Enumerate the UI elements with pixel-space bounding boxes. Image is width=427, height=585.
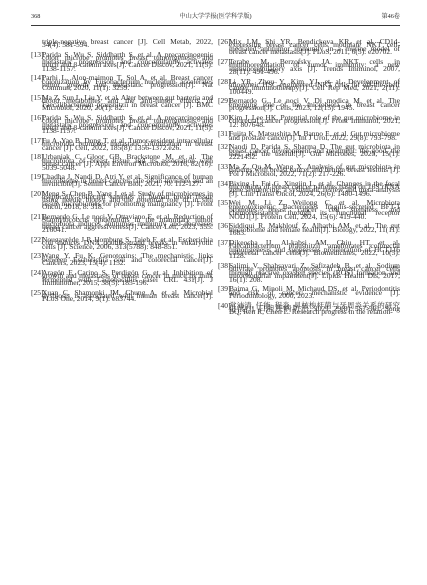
reference-entry <box>218 198 400 221</box>
reference-text: Dikeocha IJ, Al-kabsi AM, Chiu HT, et al. Faecalibacterium prausnitzii ameliorates colorectal tumorigenesis and suppresses proliferation of HCT116 colorectal cancer cells[J]. Biomedicines, 2022, 10(5): 1128. <box>229 237 400 261</box>
reference-entry <box>31 188 213 212</box>
reference-number: [40] <box>218 300 231 310</box>
reference-number: [35] <box>218 198 231 208</box>
reference-text: Ma Z, Sun L, Liu Y, et al. Alter between gut bacteria and blood metabolites and the anti-tumor effects of Faecalibacterium prausnitzii in breast cancer [J]. BMC Microbiol, 2020, 20(1): 82. <box>42 93 213 113</box>
reference-entry <box>218 284 400 300</box>
reference-text: Ma Z, Qu M, Wang X. Analysis of gut microbiota in patients with breast cancer and benign breast lesions [J]. Pol J Microbiol, 2022, 71(2): 217-226. <box>229 162 400 178</box>
reference-entry <box>218 142 400 162</box>
journal-title: 中山大学学报(医学科学版) <box>179 13 252 20</box>
right-column <box>218 37 400 320</box>
reference-number: [28] <box>218 76 231 86</box>
reference-text: Meng S, Chen B, Yang J, et al. Study of microbiomes in aseptically collected samples of human breast tissue using needle biopsy and the potential role of in situ tissue microbiomes for promoting malignancy [J]. Front Oncol, 2018, 8: 318. <box>42 188 213 212</box>
reference-entry <box>31 172 213 188</box>
reference-continuation: triple-negative breast cancer [J]. Cell Metab, 2022, 34(4): 581-594. <box>42 37 213 50</box>
reference-text: Fujita K, Matsushita M, Banno E, et al. Gut microbiome and prostate cancer[J]. Int J Urol, 2022, 29(8): 793-798. <box>229 129 400 142</box>
reference-entry <box>31 73 213 93</box>
reference-entry <box>31 93 213 113</box>
right-reference-list <box>218 37 400 317</box>
reference-entry <box>31 112 213 136</box>
volume-label: 第46卷 <box>381 13 400 20</box>
reference-entry <box>31 152 213 172</box>
reference-number: [31] <box>218 129 231 139</box>
reference-number: [16] <box>31 112 44 122</box>
reference-text: Fu A, Yao B, Dong T, et al. Tumor-resident intracellular microbiota promotes metastatic colonization in breast cancer [J]. Cell, 2022, 185(8): 1356-1372.e26. <box>42 135 213 152</box>
reference-text: Mix LM, Shi YR, Bendickova KR, et al. CD1d-expressing breast cancer cells modulate NKT cell-mediated antitumor immunity in a murine model of breast cancer metastasis[J]. PLoS, 2011, 6(5): e20702. <box>229 37 400 57</box>
reference-entry <box>31 267 213 287</box>
reference-entry <box>218 300 400 317</box>
reference-text: Salimi V, Shahsavari Z, Safizadeh B, et al. Sodium butyrate promotes apoptosis in breast cancer cells through reactive oxygen species (ROS) formation and mitochondrial impairment[J]. Lipids Health Dis, 2017, 16(1): 208. <box>229 261 400 284</box>
running-header <box>31 11 400 26</box>
reference-text: Wang Y, Fu K. Genotoxins: The mechanistic links between Escherichia coli and colorectal cancer[J]. Cancers, 2023, 15(4): 1152. <box>42 251 213 268</box>
reference-entry <box>218 162 400 178</box>
reference-number: [13] <box>31 50 44 60</box>
reference-entry <box>218 112 400 129</box>
reference-text: 常沛清, 任能, 程淼. 具核梭杆菌与牙周炎关系的研究进展[J]. 口腔疾病防治, 2021, 29(8): 557-561. Song BQ, Ren R, Chen L. Research progress in the relation- <box>229 300 400 317</box>
reference-text: Bixing L, Fei G, Xingjin L, et al. Changes in the fecal microbiota of breast cancer patients based on 16S rRNA gene sequencing: a systematic review and meta-analysis [J]. Clin Transl Oncol, 2024, 26(6): 1480-1496. <box>229 178 400 198</box>
left-reference-list <box>31 50 213 304</box>
reference-number: [29] <box>218 96 231 106</box>
reference-number: [24] <box>31 267 44 277</box>
reference-number: [27] <box>218 56 231 66</box>
reference-number: [18] <box>31 152 44 162</box>
reference-entry <box>31 135 213 152</box>
reference-text: Wei M, Li Z, Weilong C, et al. Microbiota enterotoxigenic Bacteroides fragilis-secreted BFT-1 promotes breast cancer cell stemness and chemoresistance through its functional receptor NOD1[J]. Protein Cell, 2024, 15(6): 419-440. <box>229 198 400 221</box>
reference-number: [32] <box>218 142 231 152</box>
reference-number: [20] <box>31 188 44 198</box>
reference-text: Parida S, Wu S, Siddharth S, et al. A procarcinogenic colon microbe promotes breast tumorigenesis and metastatic progression and concomitantly activates notch and β-catenin axes[J]. Cancer Discov, 2021, 11(5): 1138-1157. <box>42 112 213 136</box>
reference-text: Kim J, Lee HK. Potential role of the gut microbiome in colorectal cancer progression[J]. Front Immunol, 2021, 12: 807648. <box>229 112 400 129</box>
reference-text: Chadha J, Nandi D, Atri Y, et al. Significance of human microbiome in breast cancer: tale of an invisible and an invincible[J]. Semin Cancer Biol, 2021, 70: 112-127. <box>42 172 213 188</box>
reference-number: [19] <box>31 172 44 182</box>
reference-text: Terabe M, Berzofsky JA. NKT cells in immunoregulation of tumor immunity: a new immunoregulatory axis [J]. Trends Immunol, 2007, 28(11): 491-496. <box>229 56 400 76</box>
page-number: 368 <box>31 13 41 20</box>
reference-number: [36] <box>218 221 231 231</box>
reference-entry <box>218 261 400 284</box>
reference-entry <box>218 129 400 142</box>
reference-number: [14] <box>31 73 44 83</box>
reference-text: Bernardo G, Le noci V, Ottaviano E, et al. Reduction of Staphylococcus epidermidis in the mammary tumor microbiota induces antitumor immunity and decreases breast cancer aggressiveness[J]. Cancer Lett, 2023, 555: 216041. <box>42 211 213 235</box>
reference-number: [26] <box>218 37 231 46</box>
reference-text: Urbaniak C, Gloor GB, Brackstone M, et al. The microbiota of breast tissue and its association with breast cancer [J]. Appl Environ Microbiol, 2016, 82(16): 5039-5048. <box>42 152 213 172</box>
reference-number: [17] <box>31 135 44 145</box>
reference-text: Baima G, Minoli M, Michaud DS, et al. Periodontitis and risk of cancer: mechanistic evidence [J]. Periodontology, 2000, 2023. <box>229 284 400 300</box>
reference-text: Aragón F, Carino S, Perdigón G, et al. Inhibition of growth and metastasis of breast cancer in mice by milk fermented with Lactobacillus casei CRL 431[J]. J Immunother, 2015, 38(5): 185-196. <box>42 267 213 287</box>
reference-number: [22] <box>31 234 44 244</box>
reference-number: [38] <box>218 261 231 271</box>
reference-number: [21] <box>31 211 44 221</box>
reference-entry <box>31 50 213 73</box>
left-column <box>31 37 213 307</box>
reference-text: Siddiqui R, Makhlouf Z, Alharbi AM, et al. The gut microbiome and female health[J]. Biology, 2022, 11(11): 1683. <box>229 221 400 238</box>
reference-text: Parida S, Wu S, Siddharth S, et al. A procarcinogenic colon microbe promotes breast tumorigenesis and metastatic progression and concomitantly activates notch and β-catenin axes[J]. Cancer Discov, 2021, 11(5): 1138-1157. <box>42 50 213 73</box>
reference-entry <box>218 56 400 76</box>
reference-text: Nandi D, Parida S, Sharma D. The gut microbiota in breast cancer development and treatment: the good, the bad, and the useful![J]. Gut Microbes, 2023, 15(1): 2221452. <box>229 142 400 162</box>
reference-number: [23] <box>31 251 44 261</box>
reference-entry <box>31 251 213 268</box>
reference-number: [37] <box>218 237 231 247</box>
reference-entry <box>218 37 400 57</box>
reference-entry <box>218 221 400 238</box>
reference-entry <box>218 178 400 198</box>
reference-number: [39] <box>218 284 231 294</box>
reference-number: [30] <box>218 112 231 122</box>
reference-text: Parhi L, Alon-maimon T, Sol A, et al. Breast cancer colonization by Fusobacterium nucleatum accelerates tumor growth and metastatic progression[J]. Nat Commun, 2020, 11(1): 3259. <box>42 73 213 93</box>
reference-text: Bernardo G, Le noci V, Di modica M, et al. The emerging role of the microbiota in breast cancer progression[J]. Cells, 2023, 12(15): 1945. <box>229 96 400 113</box>
reference-number: [25] <box>31 287 44 297</box>
reference-entry <box>218 96 400 113</box>
reference-text: Nougayrède J P, Homburg S, Taieb F, et al. Escherichia coli induces DNA double-strand breaks in eukaryotic cells [J]. Science, 2006, 313(5788): 848-851. <box>42 234 213 251</box>
reference-entry <box>218 76 400 96</box>
reference-number: [15] <box>31 93 44 103</box>
reference-entry <box>31 211 213 235</box>
reference-entry <box>31 234 213 251</box>
reference-number: [34] <box>218 178 231 188</box>
reference-entry <box>31 287 213 304</box>
reference-text: Li YR, Zhou Y, Kim YJ, et al. Development of allogeneic HSC-engineered iNKT cells for off-the-shelf cancer immunotherapy[J]. Cell Rep Med, 2021, 2(11): 100449. <box>229 76 400 96</box>
reference-number: [33] <box>218 162 231 172</box>
reference-entry <box>218 237 400 261</box>
reference-text: Xuan C, Shamonki JM, Chung A, et al. Microbial dysbiosis is associated with human breast cancer[J]. PLoS One, 2014, 9(1): e83744. <box>42 287 213 304</box>
